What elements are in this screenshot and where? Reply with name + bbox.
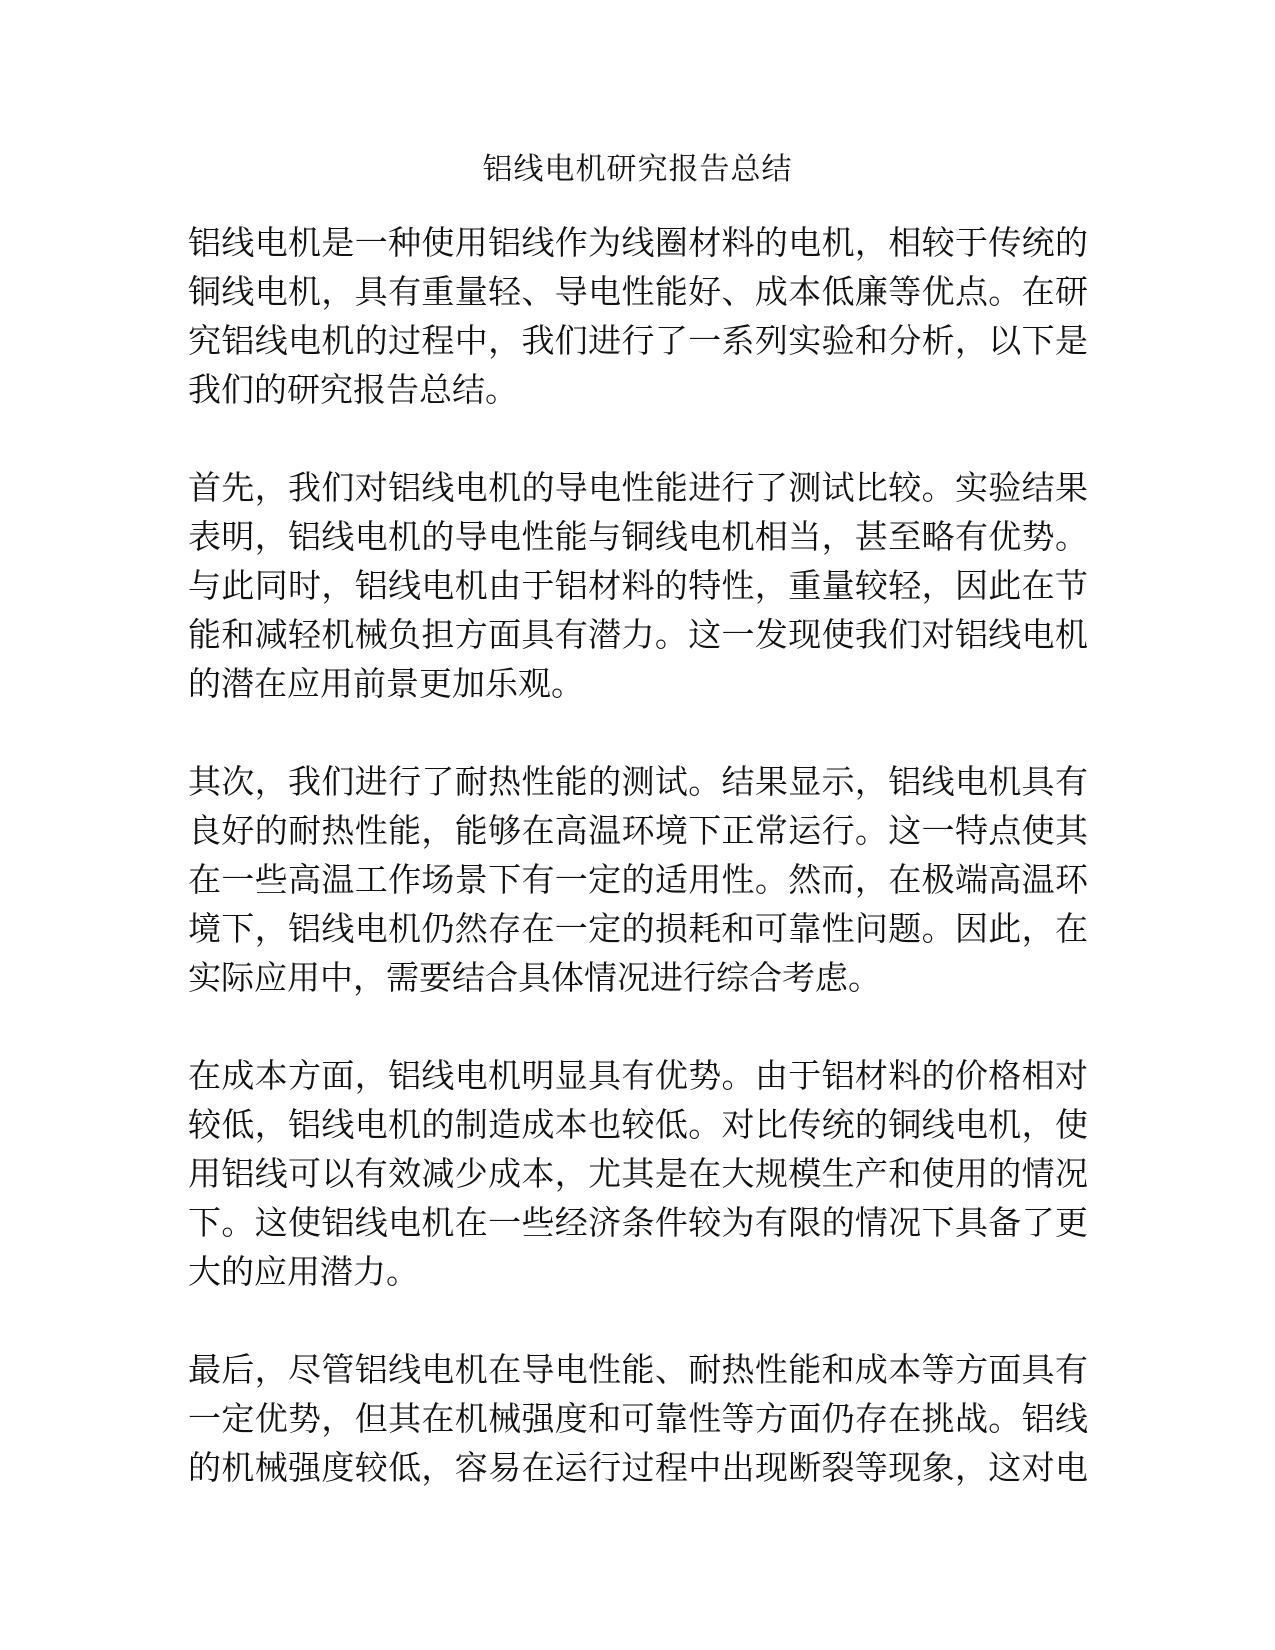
paragraph-line: 下。这使铝线电机在一些经济条件较为有限的情况下具备了更: [188, 1203, 1088, 1242]
paragraph-line: 一定优势，但其在机械强度和可靠性等方面仍存在挑战。铝线: [188, 1399, 1088, 1438]
paragraph-conductivity: [188, 463, 1088, 708]
paragraph-cost: [188, 1051, 1088, 1296]
paragraph-line: 用铝线可以有效减少成本，尤其是在大规模生产和使用的情况: [188, 1154, 1088, 1193]
paragraph-challenges: [188, 1345, 1088, 1492]
paragraph-line: 良好的耐热性能，能够在高温环境下正常运行。这一特点使其: [188, 811, 1088, 850]
paragraph-line: 铜线电机，具有重量轻、导电性能好、成本低廉等优点。在研: [188, 272, 1088, 311]
document-title: 铝线电机研究报告总结: [482, 152, 793, 187]
paragraph-line: 大的应用潜力。: [188, 1252, 419, 1291]
paragraph-intro: [188, 218, 1088, 414]
paragraph-line: 我们的研究报告总结。: [188, 370, 518, 409]
paragraph-line: 在一些高温工作场景下有一定的适用性。然而，在极端高温环: [188, 860, 1088, 899]
paragraph-line: 究铝线电机的过程中，我们进行了一系列实验和分析，以下是: [188, 321, 1088, 360]
paragraph-line: 境下，铝线电机仍然存在一定的损耗和可靠性问题。因此，在: [188, 909, 1088, 948]
paragraph-line: 其次，我们进行了耐热性能的测试。结果显示，铝线电机具有: [188, 762, 1088, 801]
paragraph-heat-resistance: [188, 757, 1088, 1002]
paragraph-line: 与此同时，铝线电机由于铝材料的特性，重量较轻，因此在节: [188, 566, 1088, 605]
paragraph-line: 的机械强度较低，容易在运行过程中出现断裂等现象，这对电: [188, 1448, 1088, 1487]
paragraph-line: 能和减轻机械负担方面具有潜力。这一发现使我们对铝线电机: [188, 615, 1088, 654]
paragraph-line: 表明，铝线电机的导电性能与铜线电机相当，甚至略有优势。: [188, 517, 1088, 556]
paragraph-line: 最后，尽管铝线电机在导电性能、耐热性能和成本等方面具有: [188, 1350, 1088, 1389]
paragraph-line: 实际应用中，需要结合具体情况进行综合考虑。: [188, 958, 881, 997]
paragraph-line: 在成本方面，铝线电机明显具有优势。由于铝材料的价格相对: [188, 1056, 1088, 1095]
paragraph-line: 较低，铝线电机的制造成本也较低。对比传统的铜线电机，使: [188, 1105, 1088, 1144]
paragraph-line: 铝线电机是一种使用铝线作为线圈材料的电机，相较于传统的: [188, 223, 1088, 262]
paragraph-line: 的潜在应用前景更加乐观。: [188, 664, 584, 703]
document-body: [188, 218, 1088, 1541]
paragraph-line: 首先，我们对铝线电机的导电性能进行了测试比较。实验结果: [188, 468, 1088, 507]
